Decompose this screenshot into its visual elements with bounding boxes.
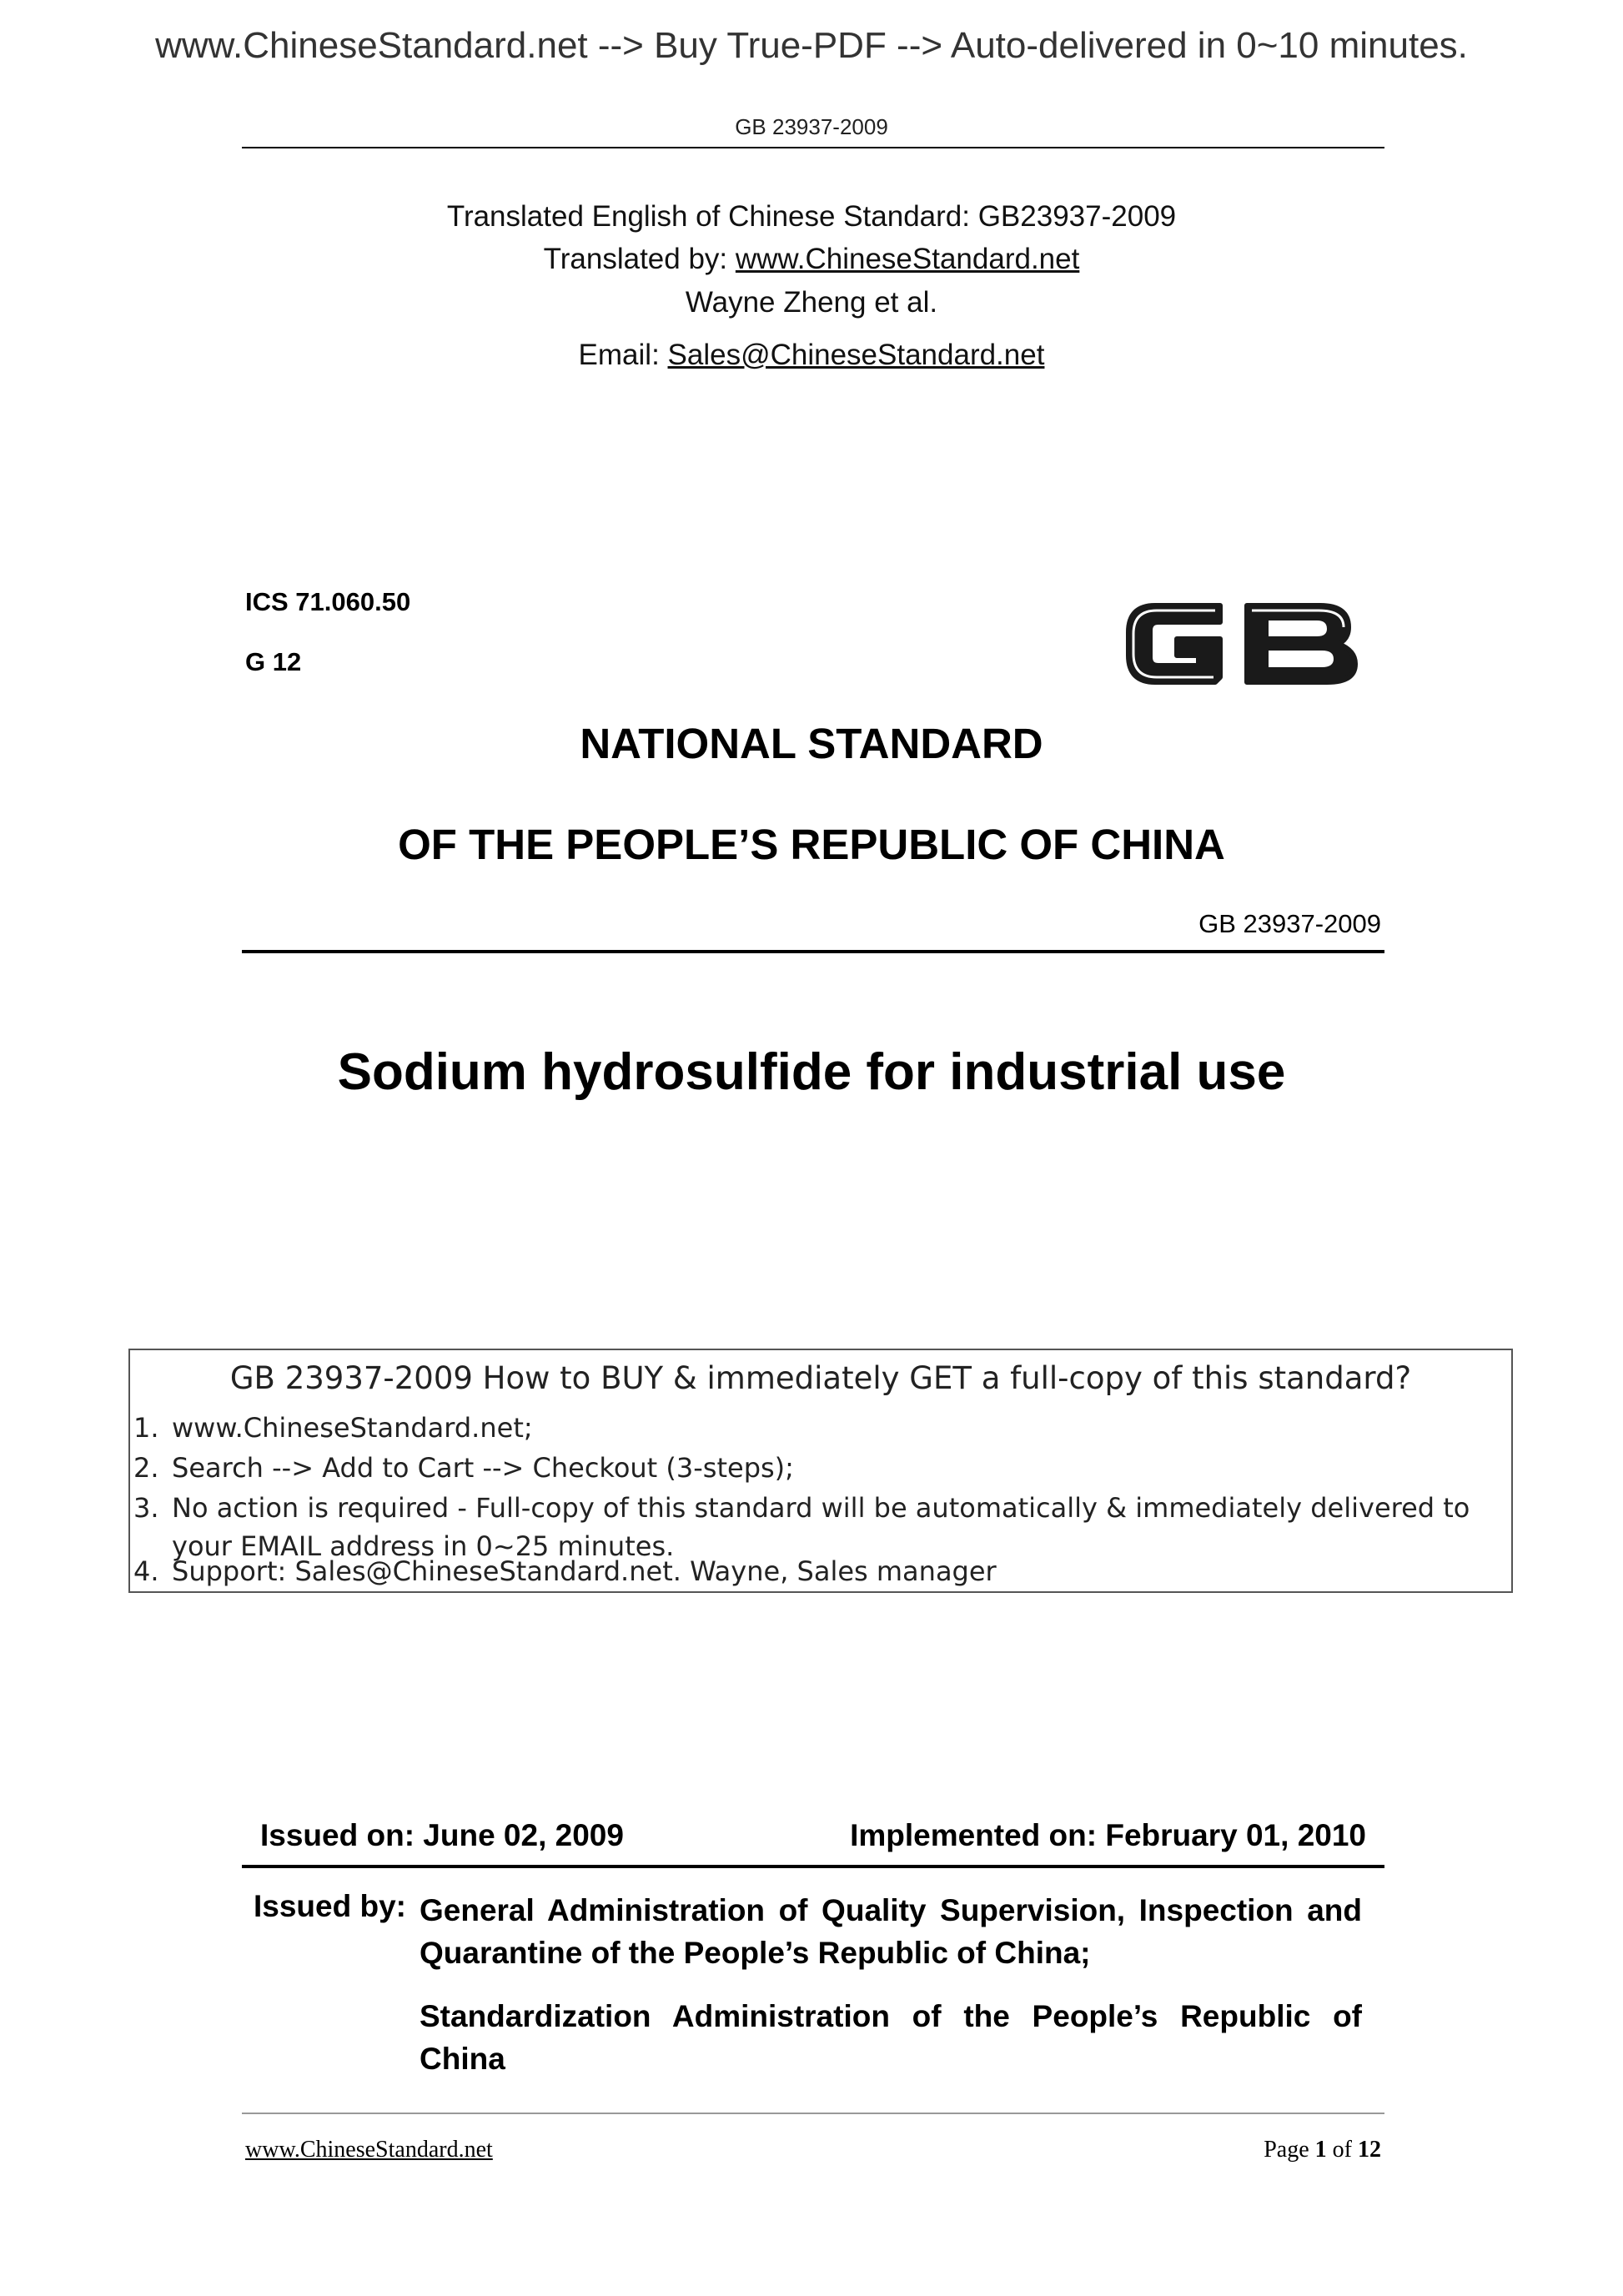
standard-divider <box>242 950 1384 953</box>
footer-divider <box>242 2113 1384 2114</box>
email-link[interactable]: Sales@ChineseStandard.net <box>667 339 1045 371</box>
page-current: 1 <box>1314 2137 1327 2163</box>
translator-name: Wayne Zheng et al. <box>685 286 938 319</box>
buy-step-text: Support: Sales@ChineseStandard.net. Wayne, Sales manager <box>172 1555 997 1587</box>
footer-site-link[interactable]: www.ChineseStandard.net <box>245 2137 493 2163</box>
buy-step-number: 2. <box>133 1452 159 1484</box>
classification-code: G 12 <box>245 647 302 676</box>
standard-number: GB 23937-2009 <box>1198 909 1381 938</box>
buy-step-number: 1. <box>133 1412 159 1444</box>
buy-step-text[interactable]: www.ChineseStandard.net; <box>172 1412 533 1444</box>
national-standard-title: NATIONAL STANDARD <box>580 720 1043 767</box>
buy-step-number: 4. <box>133 1555 159 1587</box>
page-label: Page <box>1264 2137 1315 2163</box>
header-standard-code: GB 23937-2009 <box>735 114 888 139</box>
issued-on-date: Issued on: June 02, 2009 <box>260 1818 624 1852</box>
buy-instructions-box <box>128 1349 1513 1593</box>
page-of: of <box>1326 2137 1358 2163</box>
buy-step-text: No action is required - Full-copy of this standard will be automatically & immediately delivered to <box>172 1492 1470 1524</box>
implemented-on-date: Implemented on: February 01, 2010 <box>850 1818 1366 1852</box>
translated-by <box>0 243 1623 276</box>
dates-divider <box>242 1865 1384 1868</box>
page-number <box>1264 2137 1381 2163</box>
gb-logo-mark <box>1128 605 1355 682</box>
email-line <box>0 339 1623 372</box>
buy-step-text: your EMAIL address in 0~25 minutes. <box>172 1530 675 1562</box>
country-title: OF THE PEOPLE’S REPUBLIC OF CHINA <box>398 821 1225 868</box>
header-divider <box>242 147 1384 148</box>
issuer-aqsiq: General Administration of Quality Supervision, Inspection and Quarantine of the People’s Republic of China; <box>420 1893 1362 1970</box>
translated-by-label: Translated by: <box>543 243 736 275</box>
email-label: Email: <box>578 339 668 371</box>
buy-step-number: 3. <box>133 1492 159 1524</box>
translation-line: Translated English of Chinese Standard: GB23937-2009 <box>446 200 1177 233</box>
top-banner[interactable]: www.ChineseStandard.net --> Buy True-PDF --> Auto-delivered in 0~10 minutes. <box>155 25 1468 66</box>
buy-step-text: Search --> Add to Cart --> Checkout (3-steps); <box>172 1452 794 1484</box>
gb-logo <box>1122 590 1364 696</box>
ics-code: ICS 71.060.50 <box>245 587 411 616</box>
issuer-sac: Standardization Administration of the People’s Republic of China <box>420 1999 1362 2076</box>
buy-heading: GB 23937-2009 How to BUY & immediately GET a full-copy of this standard? <box>229 1360 1412 1396</box>
page-total: 12 <box>1358 2137 1381 2163</box>
translated-by-link[interactable]: www.ChineseStandard.net <box>735 243 1080 275</box>
issued-by-label: Issued by: <box>254 1889 406 1923</box>
document-title: Sodium hydrosulfide for industrial use <box>337 1043 1286 1101</box>
